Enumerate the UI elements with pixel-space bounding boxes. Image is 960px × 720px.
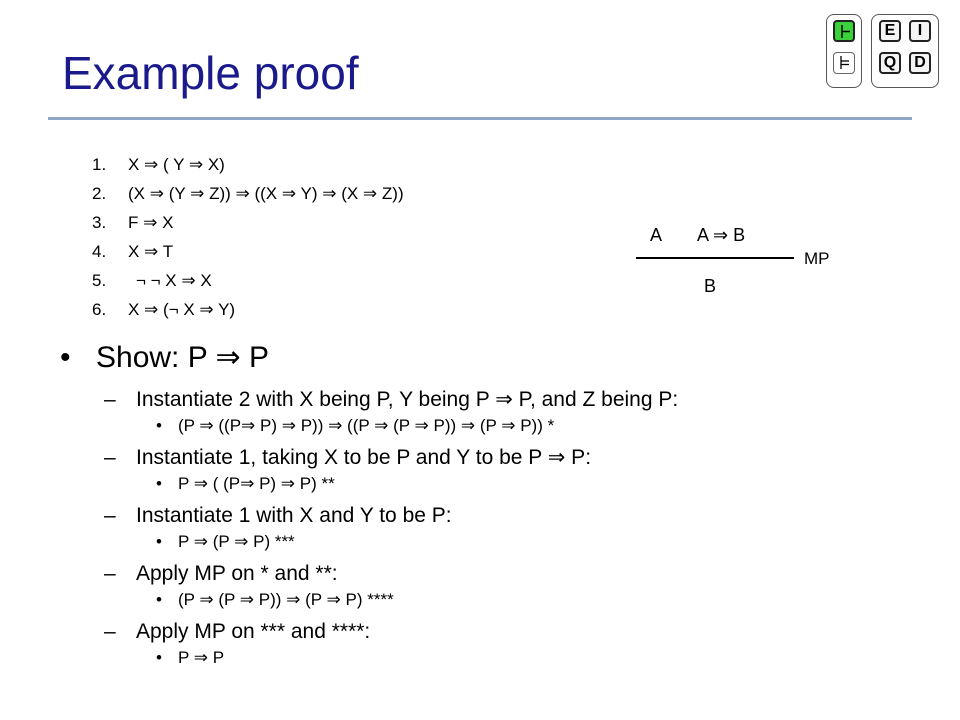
dash-marker: – bbox=[104, 620, 116, 643]
dash-marker: – bbox=[104, 388, 116, 411]
proof-step-result-text: (P ⇒ ((P⇒ P) ⇒ P)) ⇒ ((P ⇒ (P ⇒ P)) ⇒ (P ⇒ P)) * bbox=[178, 416, 555, 435]
axiom-text: X ⇒ T bbox=[128, 242, 174, 261]
axiom-list bbox=[92, 150, 404, 324]
axiom-text: ¬ ¬ X ⇒ X bbox=[136, 271, 212, 290]
proof-step-label: Instantiate 1 with X and Y to be P: bbox=[136, 504, 452, 527]
proof-step-result bbox=[156, 472, 934, 496]
logo-turnstile bbox=[826, 14, 862, 88]
show-goal bbox=[60, 340, 269, 375]
mp-inference-line bbox=[636, 257, 794, 259]
mp-premise-2: A ⇒ B bbox=[697, 225, 746, 245]
proof-step-result-text: P ⇒ (P ⇒ P) *** bbox=[178, 532, 295, 551]
proof-step-label: Apply MP on * and **: bbox=[136, 562, 338, 585]
logo-letter-i: I bbox=[909, 20, 931, 42]
mp-conclusion: B bbox=[704, 276, 717, 296]
dash-marker: – bbox=[104, 446, 116, 469]
show-goal-text: Show: P ⇒ P bbox=[96, 341, 269, 374]
proof-step-result-text: P ⇒ P bbox=[178, 648, 225, 667]
axiom-text: X ⇒ (¬ X ⇒ Y) bbox=[128, 300, 236, 319]
dash-marker: – bbox=[104, 504, 116, 527]
logo-letter-q: Q bbox=[879, 52, 901, 74]
axiom-item bbox=[92, 150, 404, 179]
dash-marker: – bbox=[104, 562, 116, 585]
axiom-number: 3. bbox=[92, 213, 107, 232]
axiom-number: 2. bbox=[92, 184, 107, 203]
single-turnstile-icon bbox=[841, 25, 850, 38]
proof-step bbox=[104, 560, 934, 588]
proof-step bbox=[104, 444, 934, 472]
axiom-number: 5. bbox=[92, 271, 107, 290]
proof-step bbox=[104, 618, 934, 646]
proof-step-label: Apply MP on *** and ****: bbox=[136, 620, 371, 643]
bullet-marker: • bbox=[156, 416, 162, 435]
axiom-item bbox=[92, 179, 404, 208]
proof-step bbox=[104, 502, 934, 530]
proof-steps bbox=[104, 386, 934, 676]
axiom-item bbox=[92, 208, 404, 237]
proof-step-label: Instantiate 1, taking X to be P and Y to be P ⇒ P: bbox=[136, 446, 592, 469]
axiom-item bbox=[92, 237, 404, 266]
proof-step-result bbox=[156, 414, 934, 438]
axiom-text: F ⇒ X bbox=[128, 213, 174, 232]
proof-step-result bbox=[156, 646, 934, 670]
proof-step bbox=[104, 386, 934, 414]
proof-step-result-text: P ⇒ ( (P⇒ P) ⇒ P) ** bbox=[178, 474, 335, 493]
axiom-item bbox=[92, 295, 404, 324]
axiom-number: 6. bbox=[92, 300, 107, 319]
turnstile-tile-green bbox=[833, 20, 855, 42]
bullet-marker: • bbox=[156, 474, 162, 493]
logo-letter-e: E bbox=[879, 20, 901, 42]
proof-step-result bbox=[156, 530, 934, 554]
proof-step-result-text: (P ⇒ (P ⇒ P)) ⇒ (P ⇒ P) **** bbox=[178, 590, 394, 609]
mp-premise-1: A bbox=[650, 225, 663, 245]
axiom-number: 4. bbox=[92, 242, 107, 261]
bullet-marker: • bbox=[156, 590, 162, 609]
axiom-text: (X ⇒ (Y ⇒ Z)) ⇒ ((X ⇒ Y) ⇒ (X ⇒ Z)) bbox=[128, 184, 404, 203]
slide-title: Example proof bbox=[62, 47, 359, 99]
bullet-marker: • bbox=[156, 532, 162, 551]
mp-label: MP bbox=[804, 249, 830, 268]
proof-step-result bbox=[156, 588, 934, 612]
bullet-marker: • bbox=[156, 648, 162, 667]
title-divider bbox=[48, 117, 912, 120]
bullet-marker: • bbox=[60, 341, 71, 374]
axiom-item bbox=[92, 266, 404, 295]
double-turnstile-tile bbox=[833, 52, 855, 74]
axiom-text: X ⇒ ( Y ⇒ X) bbox=[128, 155, 225, 174]
double-turnstile-icon bbox=[840, 56, 849, 69]
logo-letter-d: D bbox=[909, 52, 931, 74]
axiom-number: 1. bbox=[92, 155, 107, 174]
logo-eiqd bbox=[871, 14, 939, 88]
proof-step-label: Instantiate 2 with X being P, Y being P ⇒ P, and Z being P: bbox=[136, 388, 679, 411]
